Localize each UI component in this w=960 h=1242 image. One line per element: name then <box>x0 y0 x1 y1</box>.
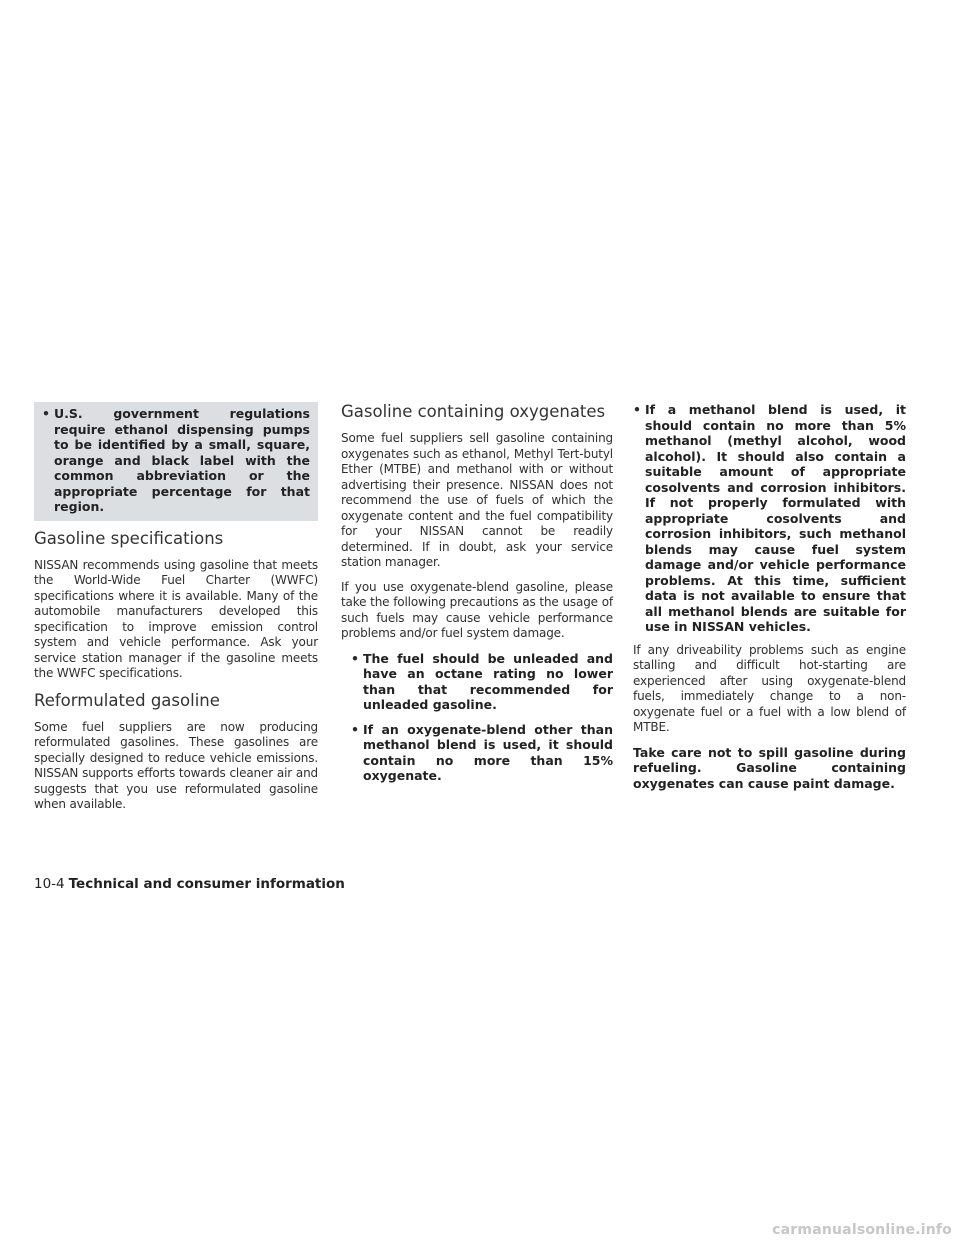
list-item <box>351 722 613 784</box>
paragraph-reformulated-gasoline: Some fuel suppliers are now producing reformulated gasolines. These gasolines are specially designed to reduce vehicle emissions. NISSAN supports efforts towards cleaner air and suggests that you use reformulated gasoline when available. <box>34 719 318 811</box>
list-item-text: If an oxygenate-blend other than methanol blend is used, it should contain no more than 15% oxygenate. <box>363 721 613 783</box>
precaution-list <box>341 651 613 784</box>
paragraph-oxygenates-precautions: If you use oxygenate-blend gasoline, please take the following precautions as the usage of such fuels may cause vehicle performance problems and/or fuel system damage. <box>341 579 613 640</box>
list-item <box>633 402 906 635</box>
paragraph-driveability: If any driveability problems such as engine stalling and difficult hot-starting are experienced after using oxygenate-blend fuels, immediately change to a non-oxygenate fuel or a fuel with a low blend of MTBE. <box>633 642 906 734</box>
bullet-dot: • <box>351 650 359 666</box>
watermark: carmanualsonline.info <box>772 1222 952 1238</box>
bullet-dot: • <box>42 406 50 421</box>
list-item-text: If a methanol blend is used, it should contain no more than 5% methanol (methyl alcohol, wood alcohol). It should also contain a suitable amount of appropriate cosolvents and corrosion inhibitors. If not properly formulated with appropriate cosolvents and corrosion inhibitors, such methanol blends may cause fuel system damage and/or vehicle performance problems. At this time, sufficient data is not available to ensure that all methanol blends are suitable for use in NISSAN vehicles. <box>645 402 906 634</box>
heading-gasoline-oxygenates: Gasoline containing oxygenates <box>341 402 606 421</box>
heading-reformulated-gasoline: Reformulated gasoline <box>34 690 220 710</box>
page-footer <box>34 876 345 892</box>
list-item-text: The fuel should be unleaded and have an octane rating no lower than that recommended for unleaded gasoline. <box>363 650 613 712</box>
bullet-dot: • <box>351 721 359 737</box>
column-right <box>633 402 906 800</box>
note-box <box>34 402 318 521</box>
column-left <box>34 402 318 822</box>
heading-gasoline-specifications: Gasoline specifications <box>34 528 224 548</box>
column-middle <box>341 402 613 793</box>
bullet-dot: • <box>633 402 641 417</box>
page-number: 10-4 <box>34 876 65 892</box>
paragraph-paint-warning: Take care not to spill gasoline during refueling. Gasoline containing oxygenates can cause paint damage. <box>633 744 906 791</box>
note-bullet <box>42 406 310 515</box>
note-bullet-text: U.S. government regulations require ethanol dispensing pumps to be identified by a small, square, orange and black label with the common abbreviation or the appropriate percentage for that region. <box>54 406 310 514</box>
paragraph-oxygenates-intro: Some fuel suppliers sell gasoline containing oxygenates such as ethanol, Methyl Tert-butyl Ether (MTBE) and methanol with or without advertising their presence. NISSAN does not recommend the use of fuels of which the oxygenate content and the fuel compatibility for your NISSAN cannot be readily determined. If in doubt, ask your service station manager. <box>341 431 613 569</box>
section-title: Technical and consumer information <box>68 876 345 892</box>
list-item <box>351 651 613 713</box>
paragraph-gasoline-specifications: NISSAN recommends using gasoline that meets the World-Wide Fuel Charter (WWFC) specifications where it is available. Many of the automobile manufacturers developed this specification to improve emission control system and vehicle performance. Ask your service station manager if the gasoline meets the WWFC specifications. <box>34 557 318 680</box>
